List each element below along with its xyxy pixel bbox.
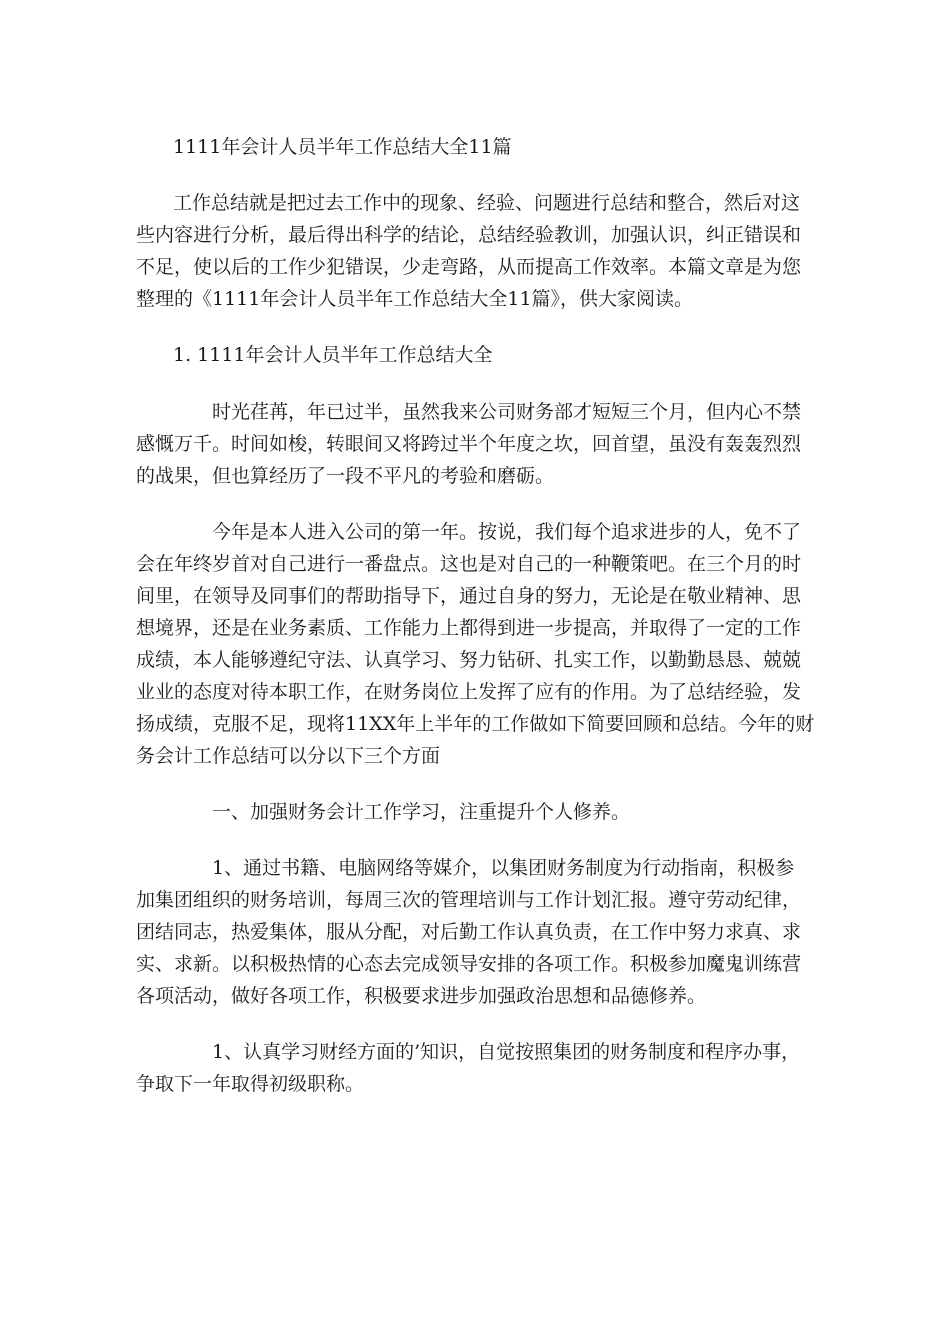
paragraph-line: 感慨万千。时间如梭，转眼间又将跨过半个年度之坎，回首望，虽没有轰轰烈烈	[136, 433, 802, 455]
intro-line: 整理的《1111年会计人员半年工作总结大全11篇》，供大家阅读。	[136, 288, 694, 310]
intro-line: 些内容进行分析，最后得出科学的结论，总结经验教训，加强认识，纠正错误和	[136, 224, 802, 246]
paragraph-line: 时光荏苒，年已过半，虽然我来公司财务部才短短三个月，但内心不禁	[212, 401, 802, 423]
paragraph-line: 务会计工作总结可以分以下三个方面	[136, 745, 441, 767]
intro-line: 不足，使以后的工作少犯错误，少走弯路，从而提高工作效率。本篇文章是为您	[136, 256, 802, 278]
paragraph-line: 想境界，还是在业务素质、工作能力上都得到进一步提高，并取得了一定的工作	[136, 617, 802, 639]
paragraph-line: 成绩，本人能够遵纪守法、认真学习、努力钻研、扎实工作，以勤勤恳恳、兢兢	[136, 649, 802, 671]
section-title: 1. 1111年会计人员半年工作总结大全	[173, 344, 493, 366]
paragraph-line: 各项活动，做好各项工作，积极要求进步加强政治思想和品德修养。	[136, 985, 707, 1007]
paragraph-line: 1、通过书籍、电脑网络等媒介，以集团财务制度为行动指南，积极参	[212, 857, 795, 879]
paragraph-line: 间里，在领导及同事们的帮助指导下，通过自身的努力，无论是在敬业精神、思	[136, 585, 802, 607]
paragraph-line: 扬成绩，克服不足，现将11XX年上半年的工作做如下简要回顾和总结。今年的财	[136, 713, 815, 735]
sub-heading: 一、加强财务会计工作学习，注重提升个人修养。	[212, 801, 631, 823]
paragraph-line: 争取下一年取得初级职称。	[136, 1073, 365, 1095]
paragraph-line: 今年是本人进入公司的第一年。按说，我们每个追求进步的人，免不了	[212, 521, 802, 543]
paragraph-line: 的战果，但也算经历了一段不平凡的考验和磨砺。	[136, 465, 555, 487]
paragraph-line: 1、认真学习财经方面的’知识，自觉按照集团的财务制度和程序办事，	[212, 1041, 801, 1063]
paragraph-line: 会在年终岁首对自己进行一番盘点。这也是对自己的一种鞭策吧。在三个月的时	[136, 553, 802, 575]
paragraph-line: 实、求新。以积极热情的心态去完成领导安排的各项工作。积极参加魔鬼训练营	[136, 953, 802, 975]
paragraph-line: 团结同志，热爱集体，服从分配，对后勤工作认真负责，在工作中努力求真、求	[136, 921, 802, 943]
paragraph-line: 业业的态度对待本职工作，在财务岗位上发挥了应有的作用。为了总结经验，发	[136, 681, 802, 703]
document-title: 1111年会计人员半年工作总结大全11篇	[173, 136, 512, 158]
paragraph-line: 加集团组织的财务培训，每周三次的管理培训与工作计划汇报。遵守劳动纪律，	[136, 889, 802, 911]
intro-line: 工作总结就是把过去工作中的现象、经验、问题进行总结和整合，然后对这	[173, 192, 801, 214]
